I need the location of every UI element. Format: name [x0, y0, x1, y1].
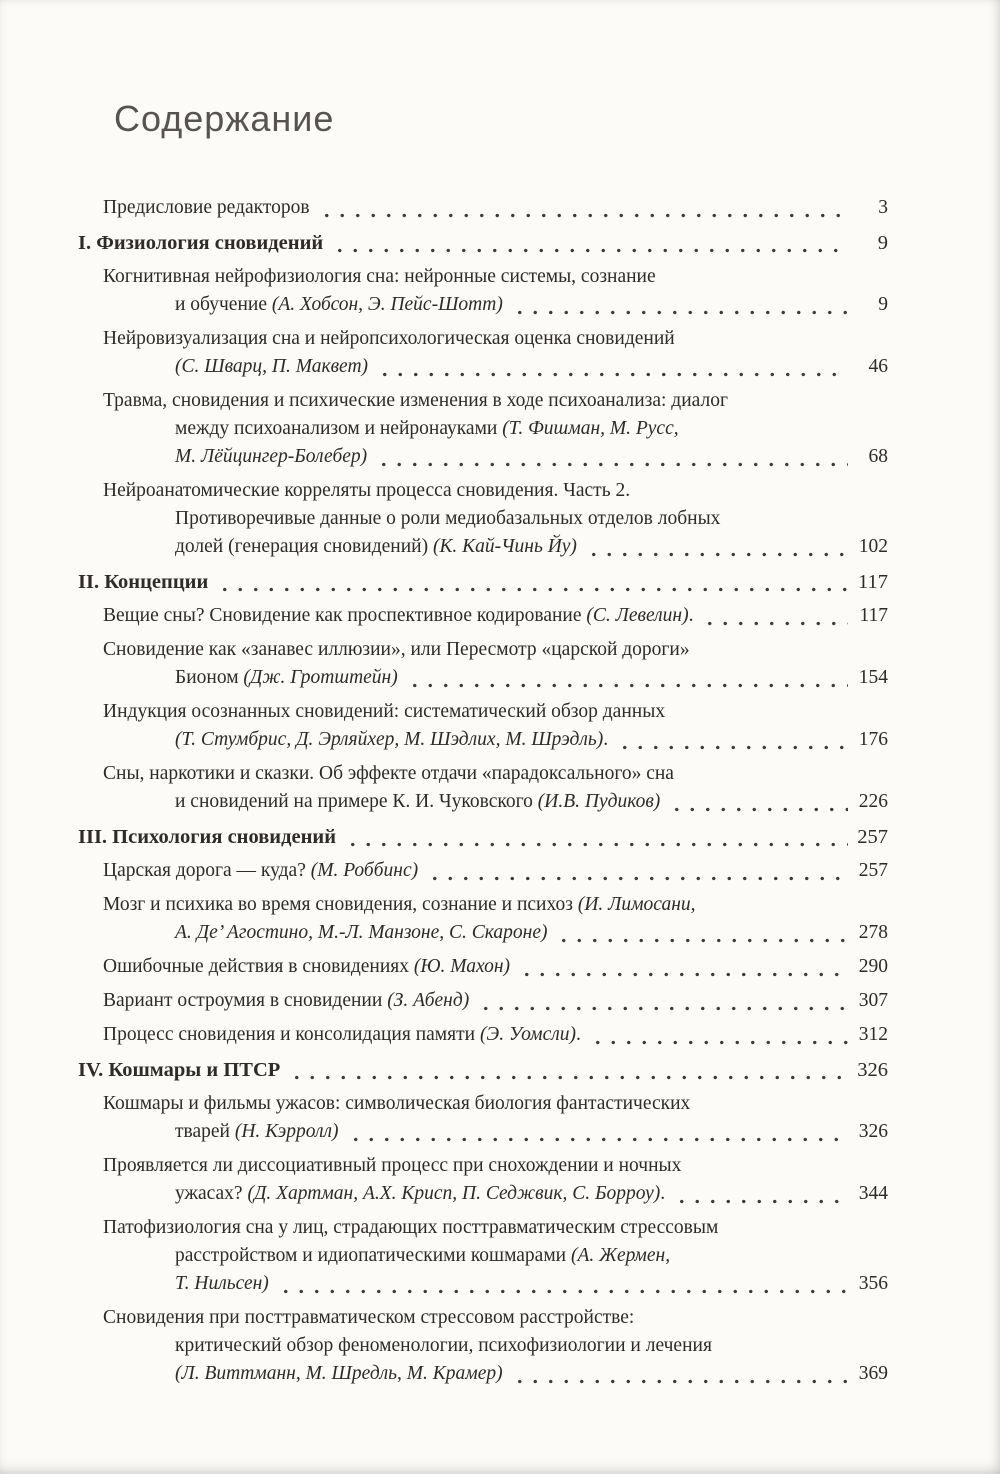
toc-line: [103, 602, 888, 630]
toc-entry: [103, 1214, 888, 1298]
page-number: 290: [858, 956, 888, 977]
toc-line: [175, 353, 888, 381]
toc-entry: [103, 760, 888, 816]
entry-text: Сновидение как «занавес иллюзии», или Пересмотр «царской дороги»: [103, 639, 690, 660]
toc-section-entry: [78, 1056, 888, 1084]
toc-entry: [103, 325, 888, 381]
toc-line: [175, 505, 888, 533]
entry-text: М. Лёйцингер-Болебер): [175, 446, 368, 467]
dot-leader: [584, 542, 848, 562]
dot-leader: [554, 928, 848, 948]
page-number: 117: [858, 571, 888, 593]
entry-text: тварей (Н. Кэрролл): [175, 1121, 339, 1142]
dot-leader: [510, 1369, 848, 1389]
dot-leader: [667, 797, 848, 817]
toc-entry: [103, 698, 888, 754]
toc-line: [103, 1152, 888, 1180]
entry-text: Процесс сновидения и консолидация памяти (Э. Уомсли).: [103, 1024, 581, 1045]
toc-line: [103, 1021, 888, 1049]
page-number: 46: [868, 356, 888, 377]
dot-leader: [330, 237, 848, 258]
page-number: 226: [858, 791, 888, 812]
toc-entry: [103, 477, 888, 561]
toc-line: [175, 664, 888, 692]
toc-entry: [103, 953, 888, 981]
dot-leader: [700, 611, 848, 631]
toc-line: [78, 1056, 888, 1084]
toc-line: [175, 533, 888, 561]
toc-line: [103, 194, 888, 222]
dot-leader: [215, 576, 848, 597]
dot-leader: [374, 452, 848, 472]
entry-text: и сновидений на примере К. И. Чуковского (И.В. Пудиков): [175, 791, 661, 812]
dot-leader: [346, 1127, 849, 1147]
entry-text: Т. Нильсен): [175, 1273, 269, 1294]
toc-line: [175, 1118, 888, 1146]
toc-entry: [103, 602, 888, 630]
toc-line: [103, 891, 888, 919]
entry-text: Мозг и психика во время сновидения, сознание и психоз (И. Лимосани,: [103, 894, 696, 915]
toc-line: [175, 1180, 888, 1208]
toc-section-entry: [78, 568, 888, 596]
page-number: 356: [858, 1273, 888, 1294]
toc-entry: [103, 987, 888, 1015]
toc-entry: [103, 1090, 888, 1146]
page-number: 3: [878, 197, 888, 218]
entry-text: Нейровизуализация сна и нейропсихологическая оценка сновидений: [103, 328, 675, 349]
page-number: 176: [858, 729, 888, 750]
dot-leader: [317, 203, 848, 223]
toc-line: [175, 415, 888, 443]
toc-line: [175, 726, 888, 754]
dot-leader: [476, 996, 848, 1016]
dot-leader: [276, 1279, 848, 1299]
dot-leader: [510, 300, 848, 320]
page-number: 312: [858, 1024, 888, 1045]
toc-line: [103, 1304, 888, 1332]
entry-text: Кошмары и фильмы ужасов: символическая биология фантастических: [103, 1093, 691, 1114]
dot-leader: [517, 962, 848, 982]
dot-leader: [672, 1189, 848, 1209]
entry-text: Вещие сны? Сновидение как проспективное кодирование (С. Левелин).: [103, 605, 694, 626]
dot-leader: [287, 1064, 848, 1085]
page-number: 369: [858, 1363, 888, 1384]
toc-line: [103, 1090, 888, 1118]
toc-list: [78, 194, 888, 1388]
toc-line: [103, 760, 888, 788]
toc-line: [175, 1242, 888, 1270]
entry-text: Сновидения при посттравматическом стрессовом расстройстве:: [103, 1307, 635, 1328]
toc-line: [103, 698, 888, 726]
entry-text: Патофизиология сна у лиц, страдающих посттравматическим стрессовым: [103, 1217, 719, 1238]
toc-entry: [103, 1021, 888, 1049]
toc-entry: [103, 1152, 888, 1208]
page-number: 154: [858, 667, 888, 688]
page-number: 307: [858, 990, 888, 1011]
toc-entry: [103, 1304, 888, 1388]
entry-text: Травма, сновидения и психические изменения в ходе психоанализа: диалог: [103, 390, 728, 411]
entry-text: Бионом (Дж. Гротштейн): [175, 667, 398, 688]
toc-line: [175, 788, 888, 816]
toc-line: [103, 857, 888, 885]
toc-line: [103, 953, 888, 981]
entry-text: Царская дорога — куда? (М. Роббинс): [103, 860, 419, 881]
page-number: 257: [857, 826, 888, 848]
dot-leader: [588, 1030, 848, 1050]
toc-line: [175, 1332, 888, 1360]
page-number: 117: [859, 605, 888, 626]
page-number: 326: [858, 1121, 888, 1142]
toc-section-entry: [78, 229, 888, 257]
toc-entry: [103, 857, 888, 885]
toc-line: [103, 477, 888, 505]
entry-text: Когнитивная нейрофизиология сна: нейронные системы, сознание: [103, 266, 656, 287]
dot-leader: [405, 673, 848, 693]
toc-line: [175, 1360, 888, 1388]
toc-line: [175, 291, 888, 319]
toc-line: [175, 919, 888, 947]
toc-entry: [103, 263, 888, 319]
entry-text: II. Концепции: [78, 571, 209, 593]
toc-entry: [103, 891, 888, 947]
page-number: 9: [878, 294, 888, 315]
entry-text: (С. Шварц, П. Маквет): [175, 356, 369, 377]
toc-line: [103, 987, 888, 1015]
toc-line: [103, 636, 888, 664]
entry-text: между психоанализом и нейронауками (Т. Фишман, М. Русс,: [175, 418, 679, 439]
dot-leader: [375, 362, 848, 382]
entry-text: Проявляется ли диссоциативный процесс при снохождении и ночных: [103, 1155, 682, 1176]
entry-text: Ошибочные действия в сновидениях (Ю. Махон): [103, 956, 511, 977]
page-number: 102: [858, 536, 888, 557]
toc-line: [103, 263, 888, 291]
toc-line: [175, 443, 888, 471]
page-title: Содержание: [114, 98, 335, 139]
toc-line: [78, 568, 888, 596]
page-number: 9: [877, 232, 888, 254]
toc-entry: [103, 194, 888, 222]
toc-line: [78, 229, 888, 257]
dot-leader: [425, 866, 848, 886]
dot-leader: [343, 831, 848, 852]
toc-line: [175, 1270, 888, 1298]
entry-text: Противоречивые данные о роли медиобазальных отделов лобных: [175, 508, 721, 529]
toc-line: [103, 387, 888, 415]
entry-text: Нейроанатомические корреляты процесса сновидения. Часть 2.: [103, 480, 631, 501]
entry-text: I. Физиология сновидений: [78, 232, 324, 254]
dot-leader: [615, 735, 848, 755]
toc-line: [103, 325, 888, 353]
entry-text: Индукция осознанных сновидений: систематический обзор данных: [103, 701, 666, 722]
entry-text: Вариант остроумия в сновидении (З. Абенд): [103, 990, 470, 1011]
entry-text: III. Психология сновидений: [78, 826, 337, 848]
page-number: 278: [858, 922, 888, 943]
entry-text: Предисловие редакторов: [103, 197, 310, 218]
page-number: 344: [858, 1183, 888, 1204]
entry-text: (Л. Виттманн, М. Шредль, М. Крамер): [175, 1363, 503, 1384]
entry-text: ужасах? (Д. Хартман, А.Х. Крисп, П. Седжвик, С. Борроу).: [175, 1183, 666, 1204]
toc-section-entry: [78, 823, 888, 851]
toc-entry: [103, 636, 888, 692]
toc-entry: [103, 387, 888, 471]
entry-text: IV. Кошмары и ПТСР: [78, 1059, 281, 1081]
page-number: 326: [857, 1059, 888, 1081]
entry-text: критический обзор феноменологии, психофизиологии и лечения: [175, 1335, 712, 1356]
entry-text: и обучение (А. Хобсон, Э. Пейс-Шотт): [175, 294, 503, 315]
toc-line: [103, 1214, 888, 1242]
entry-text: А. Де’ Агостино, М.-Л. Манзоне, С. Скароне): [175, 922, 548, 943]
entry-text: (Т. Стумбрис, Д. Эрляйхер, М. Шэдлих, М. Шрэдль).: [175, 729, 609, 750]
page-number: 257: [858, 860, 888, 881]
entry-text: расстройством и идиопатическими кошмарами (А. Жермен,: [175, 1245, 671, 1266]
entry-text: долей (генерация сновидений) (К. Кай-Чинь Йу): [175, 536, 577, 557]
entry-text: Сны, наркотики и сказки. Об эффекте отдачи «парадоксального» сна: [103, 763, 674, 784]
page-number: 68: [868, 446, 888, 467]
toc-line: [78, 823, 888, 851]
